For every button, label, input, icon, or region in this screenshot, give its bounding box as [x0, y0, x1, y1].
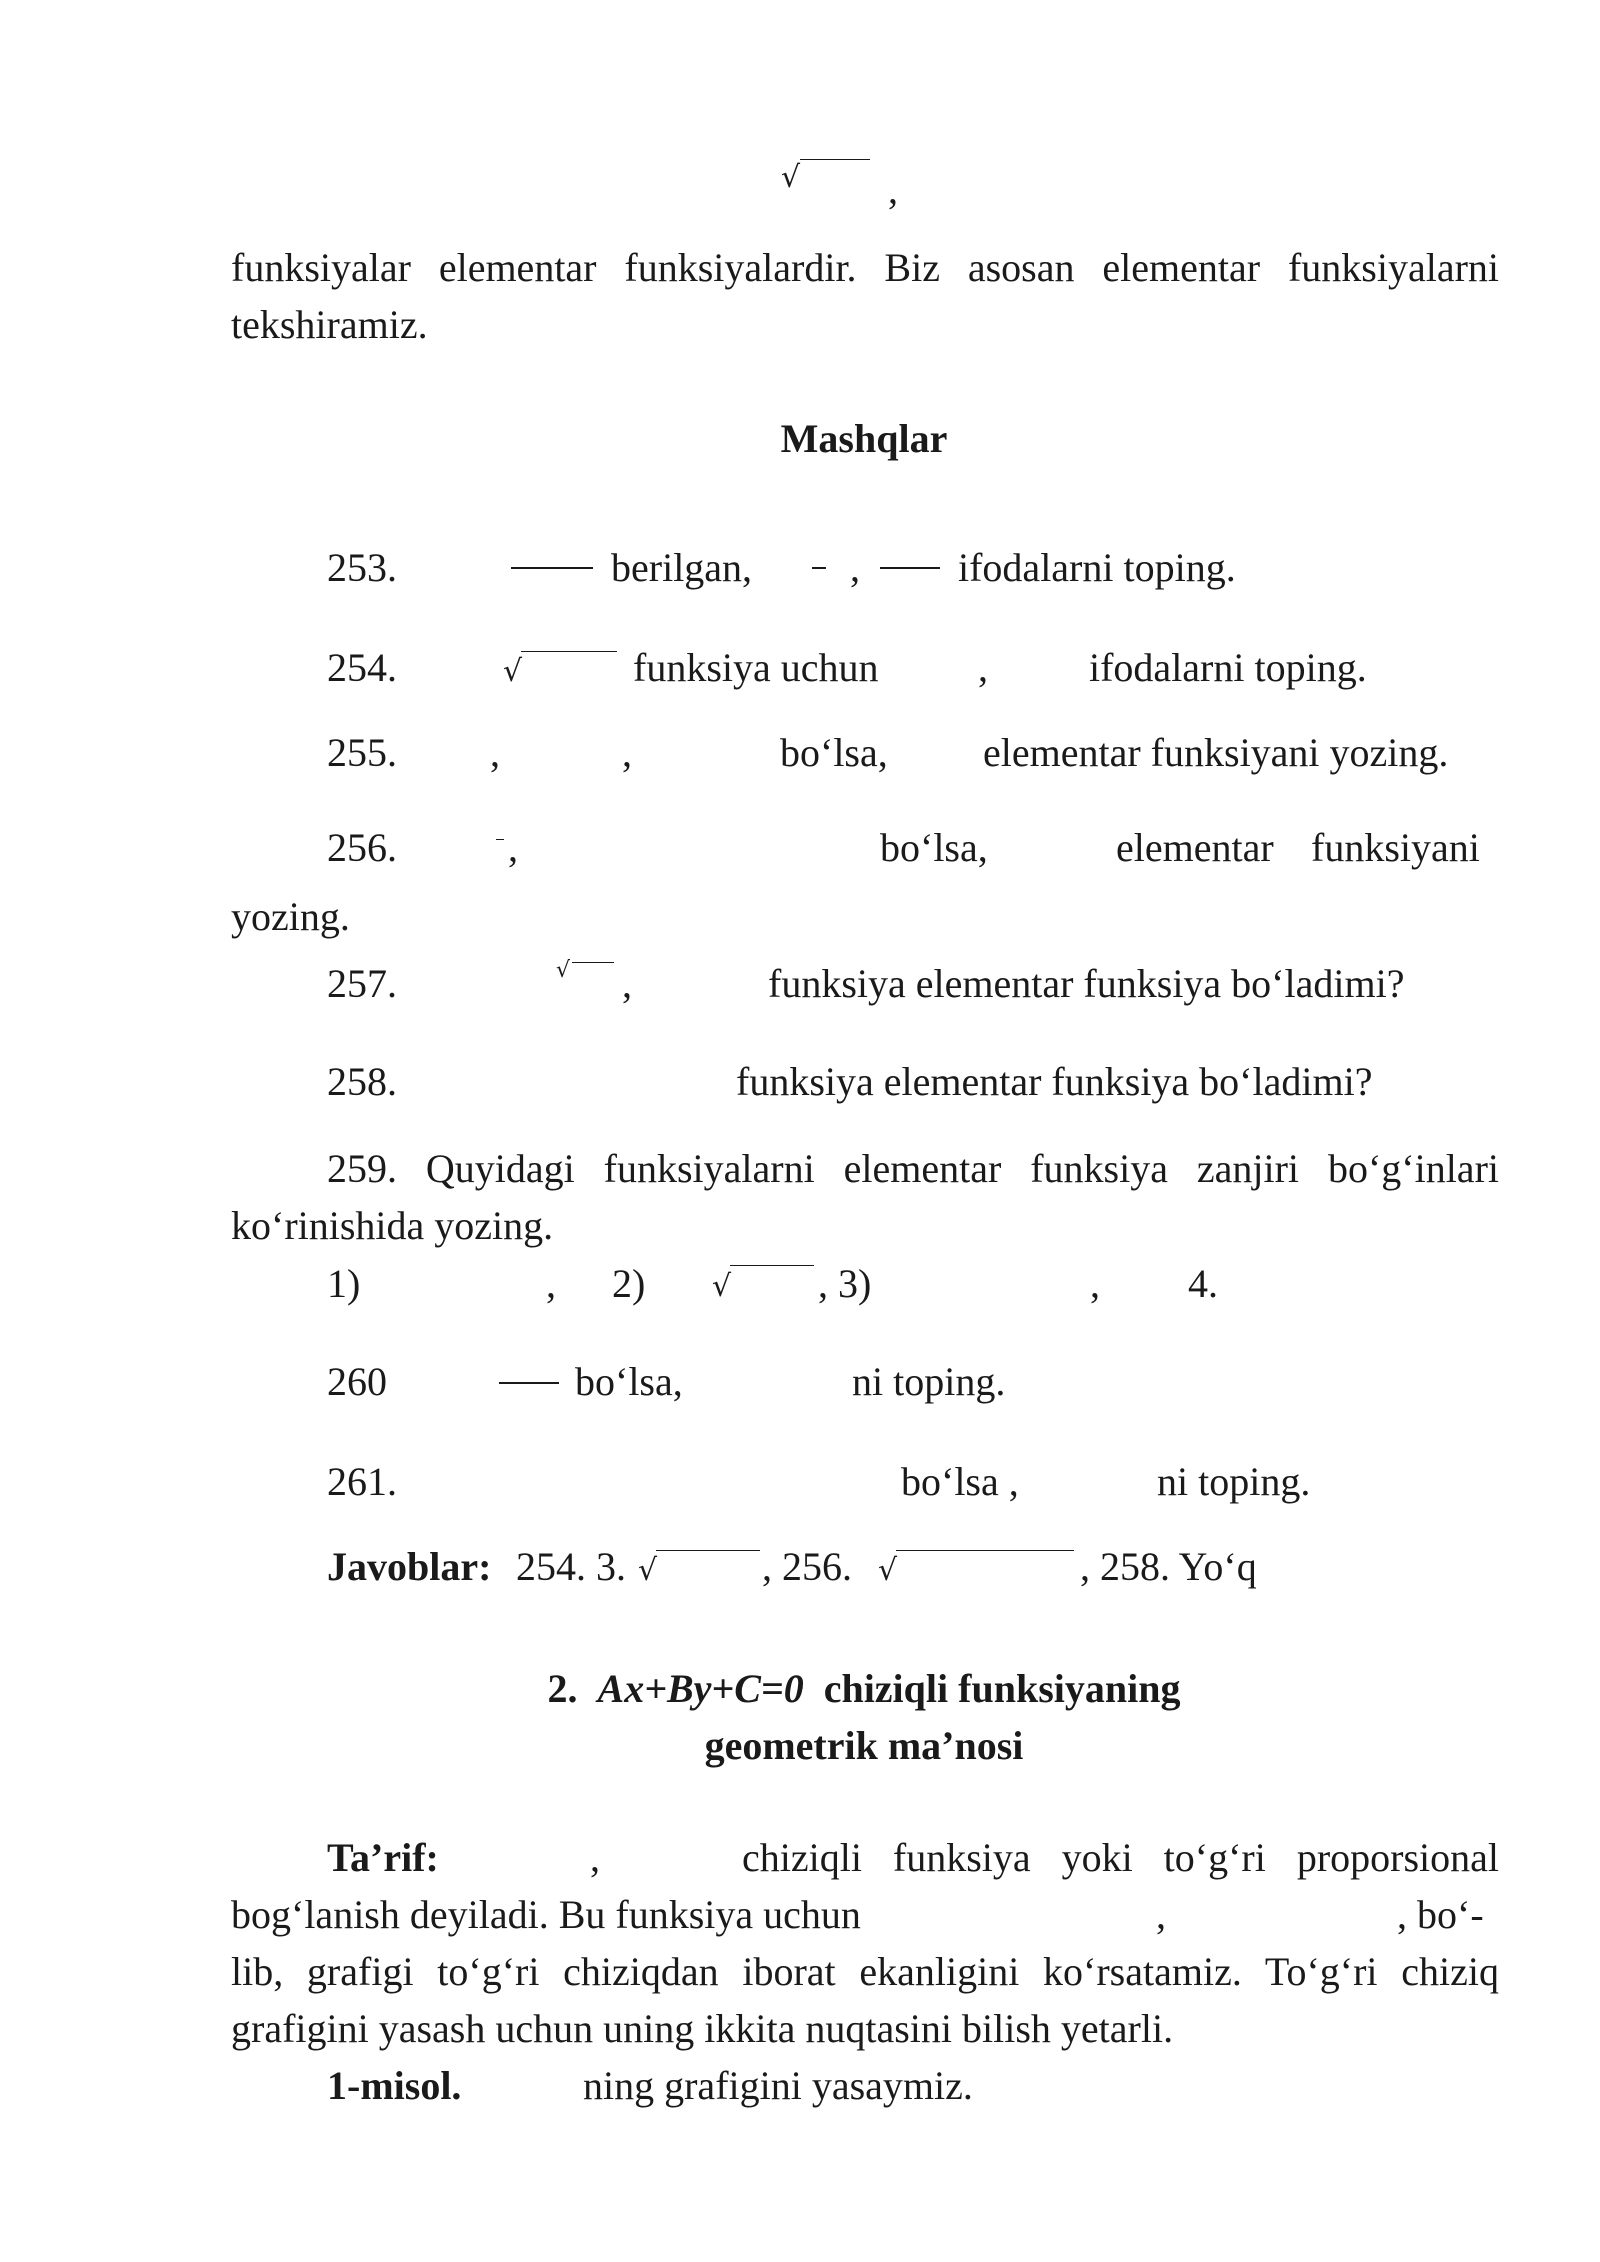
ex259-line-1-text: 259. Quyidagi funksiyalarni elementar funksiya zanjiri bo‘g‘inlari — [327, 1146, 1499, 1191]
ex256-text-5: yozing. — [231, 894, 350, 939]
ex255-text-4: elementar funksiyani yozing. — [983, 730, 1449, 775]
ex254-text-1: funksiya uchun — [633, 645, 879, 690]
definition-line-3: lib, grafigi to‘g‘ri chiziqdan iborat ekanligini ko‘rsatamiz. To‘g‘ri chiziq — [231, 1949, 1499, 1994]
ex255-text-2: , — [622, 730, 632, 775]
section-heading-line-1 — [0, 1660, 1600, 1717]
ex253-text-2: , — [850, 545, 860, 590]
ex259-comma-1: , — [546, 1261, 556, 1306]
section-heading-line-2: geometrik ma’nosi — [704, 1723, 1024, 1768]
ex255-text-3: bo‘lsa, — [780, 730, 888, 775]
ex257-text-2: funksiya elementar funksiya bo‘ladimi? — [768, 961, 1405, 1006]
ex256-number: 256. — [327, 825, 397, 870]
exercises-heading: Mashqlar — [780, 416, 948, 461]
answers-text-2: , 256. — [762, 1544, 852, 1589]
intro-line-1: funksiyalar elementar funksiyalardir. Biz asosan elementar funksiyalarni — [231, 245, 1499, 290]
ex256-text-3: elementar — [1116, 825, 1274, 870]
ex256-text-2: bo‘lsa, — [880, 825, 988, 870]
ex256-text-4: funksiyani — [1311, 825, 1480, 870]
ex257-number: 257. — [327, 961, 397, 1006]
ex260-text-1: bo‘lsa, — [575, 1359, 683, 1404]
ex259-comma-2: , 3) — [818, 1261, 872, 1306]
ex259-item-2: 2) — [612, 1261, 646, 1306]
ex254-text-3: ifodalarni toping. — [1089, 645, 1367, 690]
intro-line-2: tekshiramiz. — [231, 302, 428, 347]
sqrt-sign: √ — [638, 1553, 658, 1588]
ex253-text-3: ifodalarni toping. — [958, 545, 1236, 590]
fraction-bar — [511, 567, 593, 569]
fraction-bar — [812, 567, 826, 569]
ex261-text-2: ni toping. — [1157, 1459, 1311, 1504]
fraction-bar — [880, 567, 940, 569]
ex257-text-1: , — [622, 961, 632, 1006]
ex253-text-1: berilgan, — [611, 545, 753, 590]
fraction-bar — [499, 1382, 559, 1384]
example-1-text: ning grafigini yasaymiz. — [583, 2063, 973, 2108]
sqrt-bar — [572, 962, 614, 963]
sqrt-bar — [730, 1265, 814, 1266]
ex253-number: 253. — [327, 545, 397, 590]
section-title-1: chiziqli funksiyaning — [823, 1666, 1181, 1711]
ex259-line-1 — [327, 1140, 1499, 1197]
ex259-item-1: 1) — [327, 1261, 361, 1306]
definition-line-2b: , — [1156, 1892, 1166, 1937]
ex259-line-2: ko‘rinishida yozing. — [231, 1203, 554, 1248]
ex254-text-2: , — [978, 645, 988, 690]
ex258-number: 258. — [327, 1059, 397, 1104]
ex261-text-1: bo‘lsa , — [901, 1459, 1019, 1504]
ex254-number: 254. — [327, 645, 397, 690]
answers-text-1: 254. 3. — [516, 1544, 626, 1589]
ex260-text-2: ni toping. — [852, 1359, 1006, 1404]
fraction-bar — [496, 839, 504, 840]
ex256-text-1: , — [508, 825, 518, 870]
answers-label: Javoblar: — [327, 1544, 492, 1589]
answers-text-3: , 258. Yo‘q — [1080, 1544, 1257, 1589]
definition-line-2c: , bo‘- — [1397, 1892, 1484, 1937]
section-equation: Ax+By+C=0 — [597, 1666, 804, 1711]
sqrt-bar — [800, 159, 870, 160]
ex258-text-1: funksiya elementar funksiya bo‘ladimi? — [736, 1059, 1373, 1104]
definition-line-2a: bog‘lanish deyiladi. Bu funksiya uchun — [231, 1892, 861, 1937]
ex255-text-1: , — [490, 730, 500, 775]
ex261-number: 261. — [327, 1459, 397, 1504]
top-comma: , — [888, 167, 898, 212]
sqrt-bar — [656, 1550, 760, 1551]
sqrt-bar — [521, 651, 617, 652]
definition-comma: , — [590, 1835, 600, 1880]
sqrt-bar — [896, 1550, 1074, 1551]
definition-line-1-rest: chiziqli funksiya yoki to‘g‘ri proporsional — [742, 1835, 1499, 1880]
definition-label: Ta’rif: — [327, 1835, 439, 1880]
ex260-number: 260 — [327, 1359, 387, 1404]
ex255-number: 255. — [327, 730, 397, 775]
sqrt-sign: √ — [503, 654, 523, 689]
section-number: 2. — [547, 1666, 578, 1711]
sqrt-sign: √ — [878, 1553, 898, 1588]
example-1-label: 1-misol. — [327, 2063, 462, 2108]
ex259-comma-3: , — [1090, 1261, 1100, 1306]
sqrt-sign: √ — [781, 160, 801, 195]
sqrt-sign: √ — [712, 1269, 732, 1304]
ex259-item-4: 4. — [1188, 1261, 1218, 1306]
sqrt-sign: √ — [556, 958, 571, 983]
definition-line-4: grafigini yasash uchun uning ikkita nuqtasini bilish yetarli. — [231, 2006, 1174, 2051]
